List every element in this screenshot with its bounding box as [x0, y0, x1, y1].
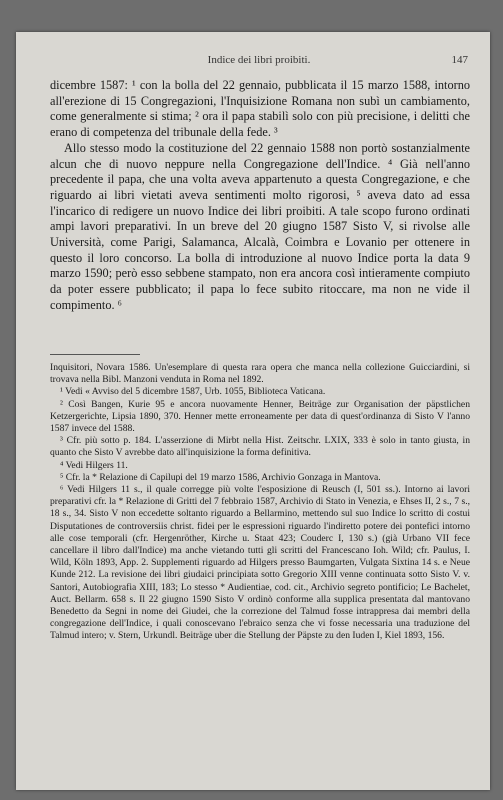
- footnote-5: ⁵ Cfr. la * Relazione di Capilupi del 19 marzo 1586, Archivio Gonzaga in Mantova.: [60, 471, 381, 483]
- footnotes: [50, 362, 470, 643]
- footnote-4: ⁴ Vedi Hilgers 11.: [60, 459, 128, 471]
- footnote-1: ¹ Vedi « Avviso del 5 dicembre 1587, Urb. 1055, Biblioteca Vaticana.: [60, 386, 326, 398]
- footnote-6: ⁶ Vedi Hilgers 11 s., il quale corregge più volte l'esposizione di Reusch (I, 501 ss.). Intorno ai lavori preparativi cfr. la * Relazione di Gritti del 7 febbraio 1587, Archivio di Stato in Venezia, e Ehses II, 2 s., 7 s., 18 s., 34. Sisto V non eccedette soltanto riguardo a Bellarmino, mettendo sul suo Indice lo scritto di costui Disputationes de controversiis christ. fidei per le espressioni riguardo l'indiretto potere dei pontefici intorno alle cose temporali (cfr. Hergenröther, Kirche u. Staat 423; Couderc I, 130 s.) (già Urbano VII fece cancellare il libro dall'Indice) ma anche vietando tutti gli scritti del Francescano Ioh. Wild; cfr. Paulus, I. Wild, Köln 1893, App. 2. Supplementi riguardo ad Hilgers presso Baumgarten, Vulgata Sixtina 14 s. e Neue Kunde 212. La revisione dei libri giudaici principiata sotto Gregorio XIII venne continuata sotto Sisto V. v. Santori, Autobiografia XIII, 183; Lo stesso * Audientiae, cod. cit., Archivio segreto pontificio; Le Bachelet, Auct. Bellarm. 658 s. Il 22 giugno 1590 Sisto V ordinò conforme alla supplica presentata dal mantovano Benedetto da Segni in nome dei Giudei, che la correzione del Talmud fosse intrappresa dai membri della congregazione dell'Indice, i quali conoscevano l'ebraico senza che vi fosse necessaria una traduzione del Talmud intero; v. Stern, Urkundl. Beiträge uber die Stellung der Päpste zu den Iuden I, Kiel 1893, 156.: [50, 484, 470, 642]
- book-page: [16, 32, 490, 790]
- footnote-2: ² Così Bangen, Kurie 95 e ancora nuovamente Henner, Beiträge zur Organisation der päpstlichen Ketzergerichte, Lipsia 1890, 370. Henner mette erroneamente per data di quest'ordinanza di Sisto V l'anno 1587 invece del 1588.: [50, 398, 470, 435]
- main-text: [50, 78, 470, 314]
- footnote-divider: [50, 354, 140, 355]
- running-title: Indice dei libri proibiti.: [207, 54, 311, 66]
- paragraph-1: dicembre 1587: ¹ con la bolla del 22 gennaio, pubblicata il 15 marzo 1588, intorno all'erezione di 15 Congregazioni, l'Inquisizione Romana non subì un cambiamento, come generalmente si stima; ² ora il papa stabilì solo con più precisione, i delitti che erano di competenza del tribunale della fede. ³: [50, 78, 470, 140]
- footnote-continuation: Inquisitori, Novara 1586. Un'esemplare di questa rara opera che manca nella collezione Guicciardini, si trovava nella Bibl. Manzoni venduta in Roma nel 1892.: [50, 362, 470, 386]
- paragraph-2: Allo stesso modo la costituzione del 22 gennaio 1588 non portò sostanzialmente alcun che di nuovo neppure nella Congregazione dell'Indice. ⁴ Già nell'anno precedente il papa, che una volta aveva appartenuto a questa Congregazione, e che riguardo ai libri vietati aveva sentimenti molto rigorosi, ⁵ aveva dato ad essa l'incarico di redigere un nuovo Indice dei libri proibiti. A tale scopo furono ordinati ampi lavori preparativi. In un breve del 20 giugno 1587 Sisto V, si rivolse alle Università, come Parigi, Salamanca, Alcalà, Coimbra e Lovanio per ottenere in questo il loro concorso. La bolla di introduzione al nuovo Indice porta la data 9 marzo 1590; però esso sebbene stampato, non era ancora così intieramente compiuto da poter essere pubblicato; il papa lo fece subito ritoccare, ma non ne vide il compimento. ⁶: [50, 140, 470, 312]
- footnote-3: ³ Cfr. più sotto p. 184. L'asserzione di Mirbt nella Hist. Zeitschr. LXIX, 333 è solo in tanto giusta, in quanto che Sisto V avrebbe dato all'inquisizione la forma definitiva.: [50, 435, 470, 459]
- page-number: 147: [451, 54, 468, 66]
